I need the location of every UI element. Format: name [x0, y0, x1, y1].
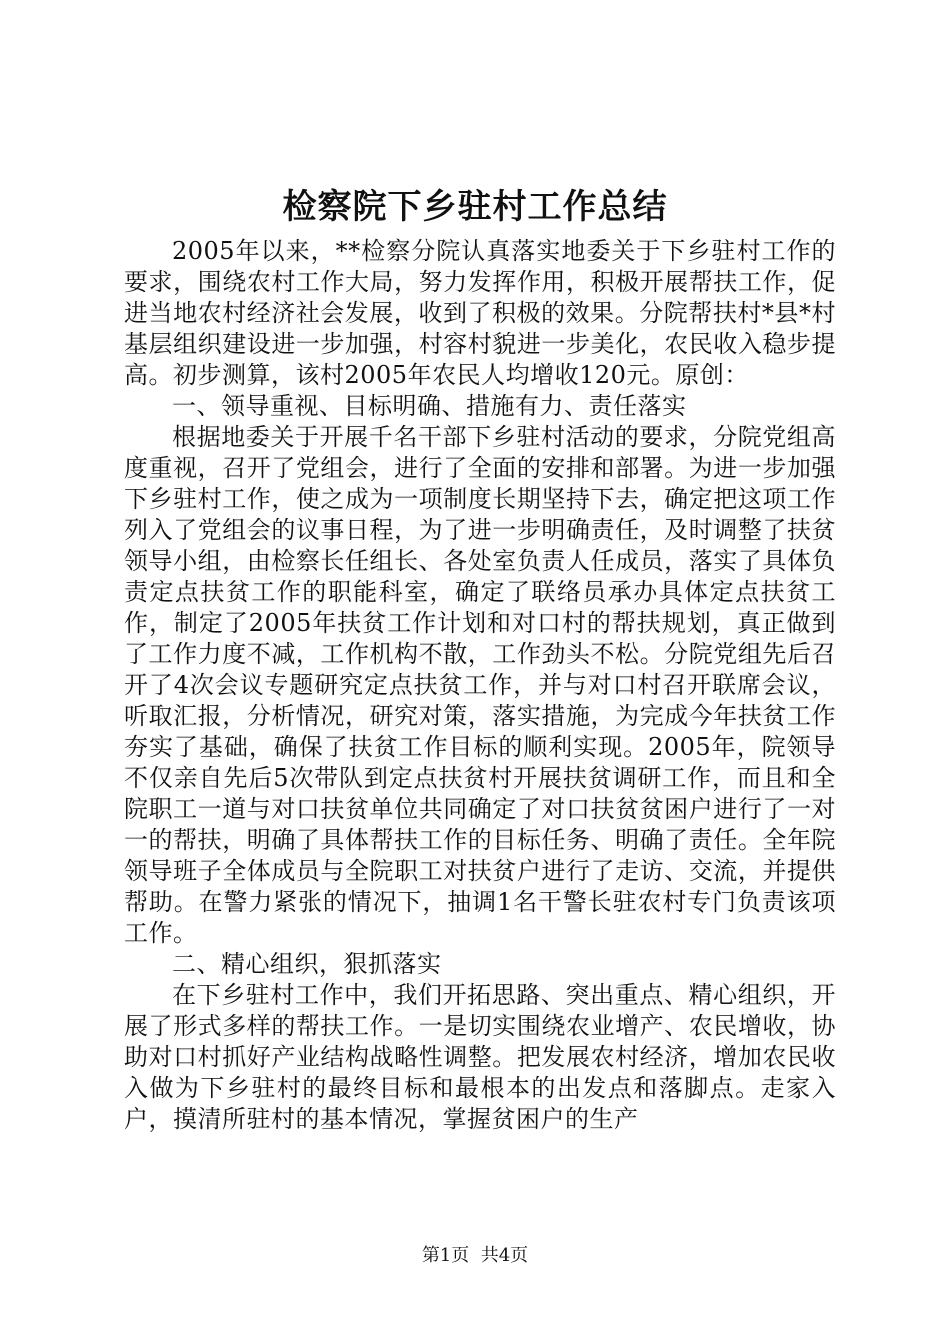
page-footer	[0, 1244, 950, 1268]
document-title: 检察院下乡驻村工作总结	[282, 187, 668, 227]
paragraph-section-2: 在下乡驻村工作中，我们开拓思路、突出重点、精心组织，开展了形式多样的帮扶工作。一是切实围绕农业增产、农民增收，协助对口村抓好产业结构战略性调整。把发展农村经济，增加农民收入做为下乡驻村的最终目标和最根本的出发点和落脚点。走家入户，摸清所驻村的基本情况，掌握贫困户的生产	[124, 981, 836, 1133]
paragraph-intro: 2005年以来，**检察分院认真落实地委关于下乡驻村工作的要求，围绕农村工作大局，努力发挥作用，积极开展帮扶工作，促进当地农村经济社会发展，收到了积极的效果。分院帮扶村*县*村基层组织建设进一步加强，村容村貌进一步美化，农民收入稳步提高。初步测算，该村2005年农民人均增收120元。原创：	[124, 237, 836, 389]
paragraph-section-1: 根据地委关于开展千名干部下乡驻村活动的要求，分院党组高度重视，召开了党组会，进行了全面的安排和部署。为进一步加强下乡驻村工作，使之成为一项制度长期坚持下去，确定把这项工作列入了党组会的议事日程，为了进一步明确责任，及时调整了扶贫领导小组，由检察长任组长、各处室负责人任成员，落实了具体负责定点扶贫工作的职能科室，确定了联络员承办具体定点扶贫工作，制定了2005年扶贫工作计划和对口村的帮扶规划，真正做到了工作力度不减，工作机构不散，工作劲头不松。分院党组先后召开了4次会议专题研究定点扶贫工作，并与对口村召开联席会议，听取汇报，分析情况，研究对策，落实措施，为完成今年扶贫工作夯实了基础，确保了扶贫工作目标的顺利实现。2005年，院领导不仅亲自先后5次带队到定点扶贫村开展扶贫调研工作，而且和全院职工一道与对口扶贫单位共同确定了对口扶贫贫困户进行了一对一的帮扶，明确了具体帮扶工作的目标任务、明确了责任。全年院领导班子全体成员与全院职工对扶贫户进行了走访、交流，并提供帮助。在警力紧张的情况下，抽调1名干警长驻农村专门负责该项工作。	[124, 423, 836, 947]
section-heading-1: 一、领导重视、目标明确、措施有力、责任落实	[172, 392, 687, 420]
document-body	[124, 236, 836, 1135]
section-heading-2: 二、精心组织，狠抓落实	[172, 950, 442, 978]
footer-separator	[469, 1245, 480, 1266]
page-number: 第1页	[421, 1245, 470, 1266]
page-total: 共4页	[480, 1245, 529, 1266]
